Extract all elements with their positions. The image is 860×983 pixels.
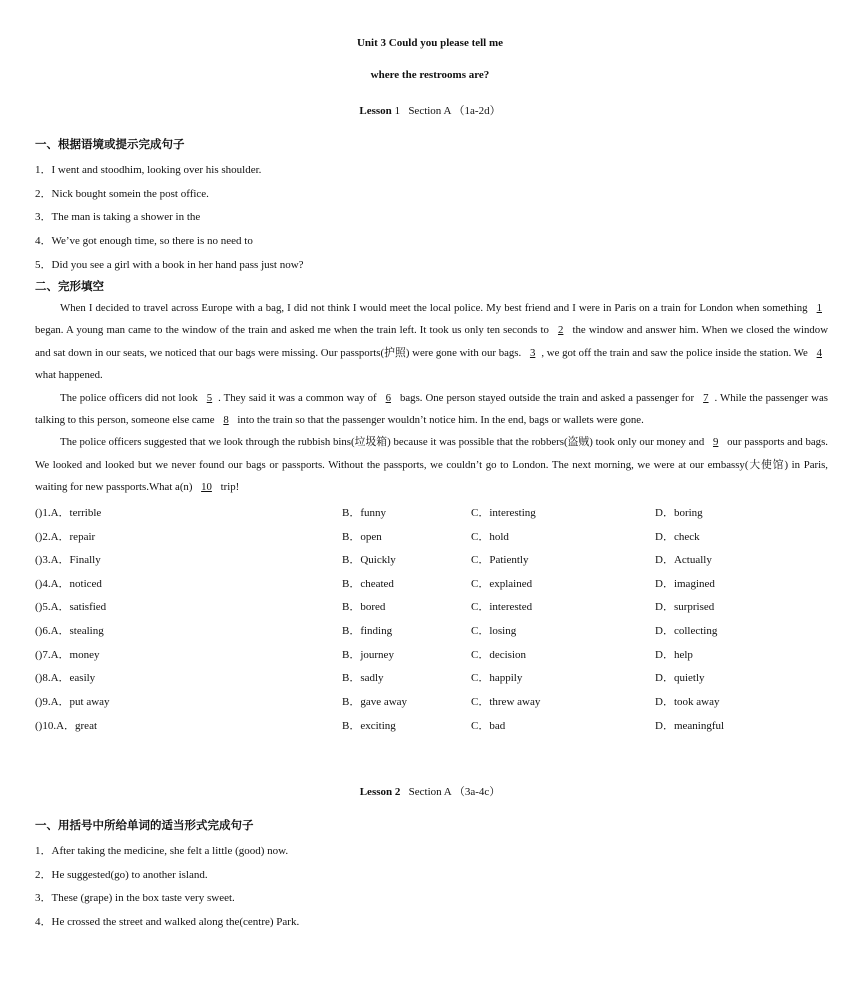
part3-item-3: 3．These (grape) in the box taste very sweet. [35, 892, 235, 904]
option-q9-b: B．gave away [342, 696, 408, 708]
unit-title-line2: where the restrooms are? [370, 69, 490, 81]
lesson2-heading [0, 783, 860, 799]
option-q9-c: C．threw away [471, 696, 541, 708]
cloze-blank-8: 8 [223, 414, 229, 427]
option-q2-a: ()2.A．repair [35, 531, 96, 543]
cloze-text: When I decided to travel across Europe with a bag, I did not think I would meet the local police. My best friend and I were in Paris on a train for London when something [60, 302, 811, 314]
cloze-paragraph-1 [35, 297, 828, 387]
cloze-blank-4: 4 [816, 346, 822, 359]
option-q8-c: C．happily [471, 672, 523, 684]
option-q6-c: C．losing [471, 625, 517, 637]
option-q6-a: ()6.A．stealing [35, 625, 104, 637]
option-q1-b: B．funny [342, 507, 386, 519]
option-q4-d: D．imagined [655, 578, 715, 590]
part1-item-1: 1．I went and stoodhim, looking over his shoulder. [35, 164, 262, 176]
option-q3-b: B．Quickly [342, 554, 396, 566]
option-q9-a: ()9.A．put away [35, 696, 110, 708]
option-q10-c: C．bad [471, 720, 506, 732]
cloze-text: , we got off the train and saw the police inside the station. We [541, 346, 811, 359]
option-q2-b: B．open [342, 531, 382, 543]
option-q6-d: D．collecting [655, 625, 718, 637]
cloze-blank-3: 3 [529, 346, 536, 359]
option-q9-d: D．took away [655, 696, 720, 708]
option-q1-a: ()1.A．terrible [35, 507, 102, 519]
option-q3-a: ()3.A．Finally [35, 554, 101, 566]
lesson2-label: Lesson [359, 786, 393, 798]
option-q4-b: B．cheated [342, 578, 394, 590]
option-q4-a: ()4.A．noticed [35, 578, 102, 590]
cloze-text: what happened. [35, 369, 103, 382]
lesson2-number: 2 [394, 786, 401, 798]
lesson1-label: Lesson [359, 105, 392, 117]
option-q1-c: C．interesting [471, 507, 536, 519]
option-q5-c: C．interested [471, 601, 533, 613]
cloze-blank-2: 2 [558, 324, 564, 337]
option-q8-b: B．sadly [342, 672, 384, 684]
part1-item-2: 2．Nick bought somein the post office. [35, 188, 209, 200]
lesson1-heading [0, 102, 860, 118]
cloze-text: the window and answer him. When we closed the window and sat down in our seats, we noticed that our bags were missing. Our passports(护照) were gone with our bags. [35, 324, 828, 359]
part1-item-3: 3．The man is taking a shower in the [35, 211, 201, 223]
option-q3-d: D．Actually [655, 554, 712, 566]
option-q2-c: C．hold [471, 531, 509, 543]
cloze-text: bags. One person stayed outside the train and asked a passenger for [396, 391, 698, 404]
cloze-blank-6: 6 [385, 391, 391, 404]
option-q8-d: D．quietly [655, 672, 705, 684]
lesson1-number: 1 [394, 105, 401, 117]
part1-item-5: 5．Did you see a girl with a book in her hand pass just now? [35, 259, 304, 271]
option-q2-d: D．check [655, 531, 700, 543]
option-q1-d: D．boring [655, 507, 703, 519]
option-q3-c: C．Patiently [471, 554, 529, 566]
option-q4-c: C．explained [471, 578, 533, 590]
lesson2-section: Section A （3a-4c） [408, 786, 501, 798]
cloze-text: began. A young man came to the window of the train and asked me when the train left. It took us only ten seconds to [35, 324, 552, 337]
cloze-text: . While the passenger was talking to this person, someone else came [35, 391, 828, 427]
option-q5-d: D．surprised [655, 601, 715, 613]
lesson1-section: Section A （1a-2d） [408, 105, 501, 117]
cloze-paragraph-2 [35, 387, 828, 432]
cloze-paragraph-3 [35, 431, 828, 498]
part3-item-1: 1．After taking the medicine, she felt a little (good) now. [35, 845, 289, 857]
cloze-text: into the train so that the passenger wouldn’t notice him. In the end, bags or wallets were gone. [234, 414, 644, 427]
cloze-text: . They said it was a common way of [218, 391, 380, 404]
cloze-text: trip! [217, 481, 240, 494]
cloze-blank-10: 10 [201, 481, 212, 494]
option-q5-b: B．bored [342, 601, 386, 613]
option-q5-a: ()5.A．satisfied [35, 601, 107, 613]
part3-item-4: 4．He crossed the street and walked along the(centre) Park. [35, 916, 300, 928]
option-q10-b: B．exciting [342, 720, 396, 732]
cloze-text: The police officers suggested that we look through the rubbish bins(垃圾箱) because it was possible that the robbers(盗贼) took only our money and [60, 436, 707, 449]
option-q10-a: ()10.A．great [35, 720, 98, 732]
option-q8-a: ()8.A．easily [35, 672, 96, 684]
cloze-blank-7: 7 [703, 391, 709, 404]
part3-heading: 一、用括号中所给单词的适当形式完成句子 [35, 818, 254, 832]
cloze-blank-5: 5 [206, 391, 213, 404]
option-q6-b: B．finding [342, 625, 393, 637]
option-q7-a: ()7.A．money [35, 649, 100, 661]
cloze-text: our passports and bags. We looked and looked but we never found our bags or passports. Without the passports, we couldn’t go to London. The next morning, we were at our embassy(大使馆) in Paris, waiting for new passports.What a(n) [35, 436, 828, 494]
part1-heading: 一、根据语境或提示完成句子 [35, 137, 185, 151]
option-q10-d: D．meaningful [655, 720, 725, 732]
option-q7-d: D．help [655, 649, 693, 661]
part3-item-2: 2．He suggested(go) to another island. [35, 869, 208, 881]
cloze-passage [35, 297, 828, 499]
part2-heading: 二、完形填空 [35, 279, 104, 293]
option-q7-b: B．journey [342, 649, 394, 661]
cloze-blank-1: 1 [816, 302, 822, 314]
unit-title-line1: Unit 3 Could you please tell me [356, 37, 504, 49]
cloze-blank-9: 9 [712, 436, 719, 449]
cloze-text: The police officers did not look [60, 391, 201, 404]
option-q7-c: C．decision [471, 649, 526, 661]
part1-item-4: 4．We’ve got enough time, so there is no need to [35, 235, 253, 247]
